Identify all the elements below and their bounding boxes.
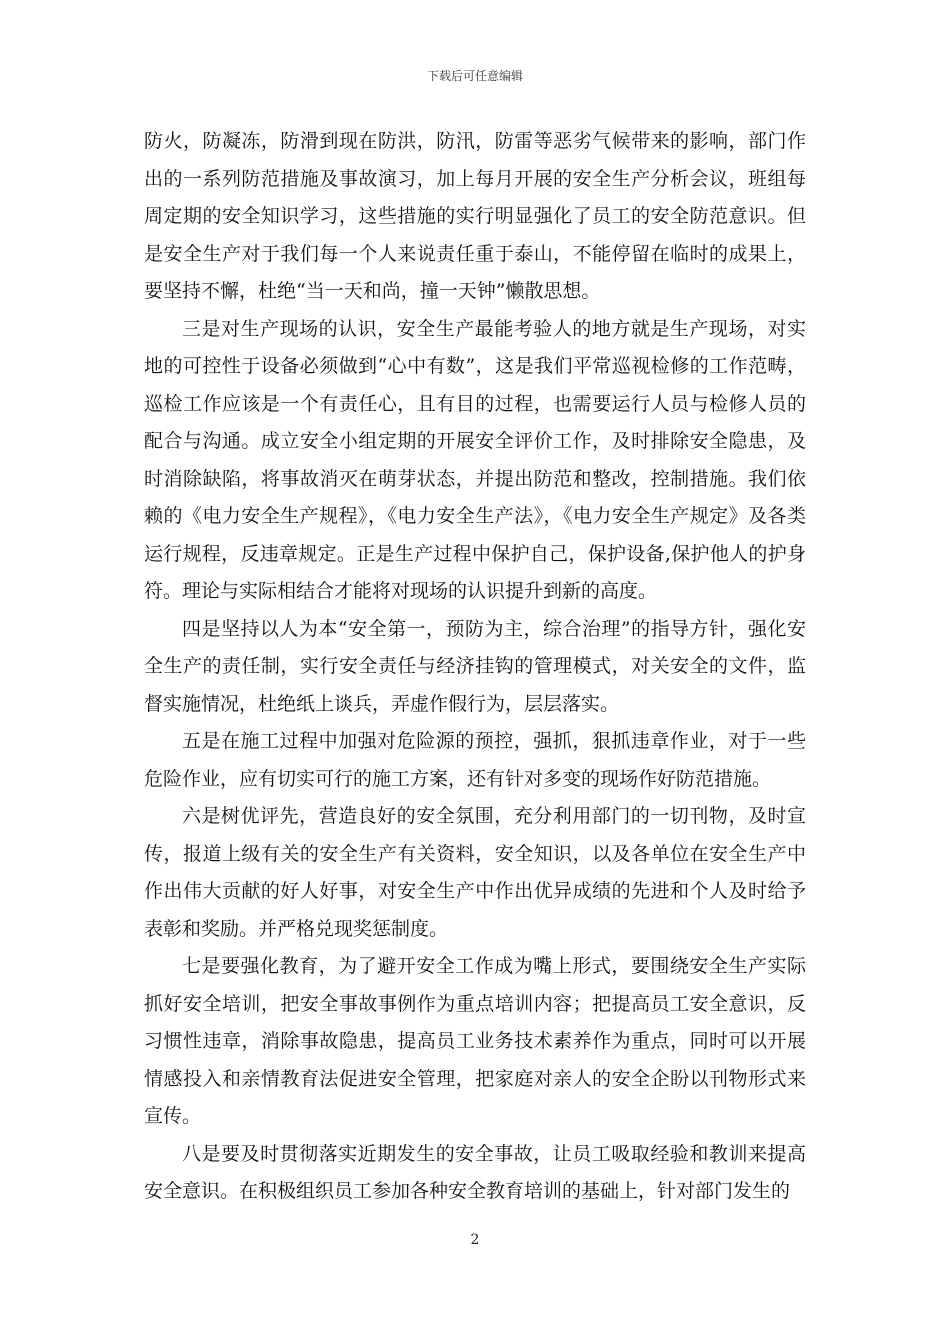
page-number: 2 [470,1232,480,1248]
paragraph-point-five: 五是在施工过程中加强对危险源的预控，强抓，狠抓违章作业，对于一些危险作业，应有切实可行的施工方案，还有针对多变的现场作好防范措施。 [144,730,806,790]
paragraph-point-seven: 七是要强化教育，为了避开安全工作成为嘴上形式，要围绕安全生产实际抓好安全培训，把安全事故事例作为重点培训内容；把提高员工安全意识，反习惯性违章，消除事故隐患，提高员工业务技术素养作为重点，同时可以开展情感投入和亲情教育法促进安全管理，把家庭对亲人的安全企盼以刊物形式来宣传。 [144,955,806,1127]
paragraph-point-three: 三是对生产现场的认识，安全生产最能考验人的地方就是生产现场，对实地的可控性于设备必须做到“心中有数”，这是我们平常巡视检修的工作范畴，巡检工作应该是一个有责任心，且有目的过程，也需要运行人员与检修人员的配合与沟通。成立安全小组定期的开展安全评价工作，及时排除安全隐患，及时消除缺陷，将事故消灭在萌芽状态，并提出防范和整改，控制措施。我们依赖的《电力安全生产规程》，《电力安全生产法》，《电力安全生产规定》及各类运行规程，反违章规定。正是生产过程中保护自己，保护设备,保护他人的护身符。理论与实际相结合才能将对现场的认识提升到新的高度。 [144,317,806,602]
paragraph-continuation: 防火，防凝冻，防滑到现在防洪，防汛，防雷等恶劣气候带来的影响，部门作出的一系列防范措施及事故演习，加上每月开展的安全生产分析会议，班组每周定期的安全知识学习，这些措施的实行明显强化了员工的安全防范意识。但是安全生产对于我们每一个人来说责任重于泰山，不能停留在临时的成果上，要坚持不懈，杜绝“当一天和尚，撞一天钟”懒散思想。 [144,130,806,302]
paragraph-point-eight: 八是要及时贯彻落实近期发生的安全事故，让员工吸取经验和教训来提高安全意识。在积极组织员工参加各种安全教育培训的基础上，针对部门发生的 [144,1142,806,1202]
paragraph-point-four: 四是坚持以人为本“安全第一，预防为主，综合治理”的指导方针，强化安全生产的责任制，实行安全责任与经济挂钩的管理模式，对关安全的文件，监督实施情况，杜绝纸上谈兵，弄虚作假行为，层层落实。 [144,617,806,715]
paragraph-point-six: 六是树优评先，营造良好的安全氛围，充分利用部门的一切刊物，及时宣传，报道上级有关的安全生产有关资料，安全知识，以及各单位在安全生产中作出伟大贡献的好人好事，对安全生产中作出优异成绩的先进和个人及时给予表彰和奖励。并严格兑现奖惩制度。 [144,805,806,940]
page-header: 下载后可任意编辑 [426,69,523,83]
document-body [144,123,806,1211]
